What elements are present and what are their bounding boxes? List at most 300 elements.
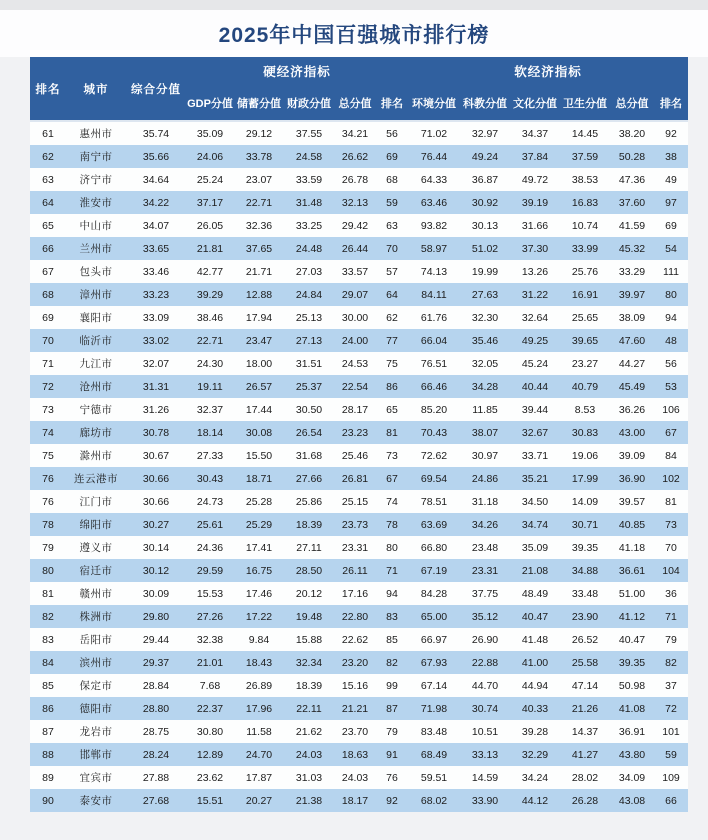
cell-culture-score: 32.64	[521, 311, 549, 324]
cell-rank: 86	[42, 702, 54, 715]
cell-health-score: 14.09	[571, 495, 599, 508]
cell-soft-total-score: 37.60	[618, 196, 646, 209]
cell-city: 廊坊市	[79, 427, 113, 439]
cell-soft-rank: 80	[665, 288, 677, 301]
cell-fiscal-score: 31.48	[295, 196, 323, 209]
cell-hard-total-score: 29.42	[341, 219, 369, 232]
cell-soft-total-score: 40.47	[618, 633, 646, 646]
cell-city: 临沂市	[79, 335, 113, 347]
cell-health-score: 16.91	[571, 288, 599, 301]
cell-sci-edu-score: 44.70	[471, 679, 499, 692]
table-row	[30, 121, 688, 145]
cell-culture-score: 32.67	[521, 426, 549, 439]
cell-hard-total-score: 22.54	[341, 380, 369, 393]
cell-rank: 65	[42, 219, 54, 232]
cell-fiscal-score: 20.12	[295, 587, 323, 600]
cell-sci-edu-score: 35.12	[471, 610, 499, 623]
cell-fiscal-score: 27.11	[296, 541, 322, 554]
cell-env-score: 78.51	[420, 495, 448, 508]
cell-soft-total-score: 47.36	[618, 173, 646, 186]
table-row	[30, 191, 688, 214]
cell-health-score: 25.58	[571, 656, 599, 669]
cell-culture-score: 31.66	[521, 219, 549, 232]
cell-culture-score: 49.25	[521, 334, 549, 347]
cell-env-score: 69.54	[420, 472, 448, 485]
cell-env-score: 59.51	[420, 771, 448, 784]
cell-hard-rank: 74	[386, 495, 398, 508]
cell-gdp-score: 38.46	[196, 311, 224, 324]
cell-rank: 67	[42, 265, 54, 278]
cell-hard-rank: 94	[386, 587, 398, 600]
cell-rank: 71	[42, 357, 54, 370]
header-hard-total-score: 总分值	[334, 85, 376, 121]
cell-soft-rank: 36	[665, 587, 677, 600]
cell-health-score: 23.90	[571, 610, 599, 623]
cell-hard-rank: 92	[386, 794, 398, 807]
table-row	[30, 490, 688, 513]
cell-rank: 79	[42, 541, 54, 554]
cell-city: 赣州市	[79, 588, 113, 600]
cell-fiscal-score: 31.03	[295, 771, 323, 784]
cell-env-score: 85.20	[420, 403, 448, 416]
table-row	[30, 168, 688, 191]
cell-fiscal-score: 25.37	[295, 380, 323, 393]
cell-gdp-score: 27.33	[196, 449, 224, 462]
cell-hard-total-score: 24.00	[341, 334, 369, 347]
cell-hard-rank: 62	[386, 311, 398, 324]
cell-city: 龙岩市	[79, 726, 113, 738]
cell-gdp-score: 37.17	[196, 196, 224, 209]
cell-soft-rank: 104	[662, 564, 680, 577]
header-city: 城市	[66, 57, 126, 121]
cell-env-score: 70.43	[420, 426, 448, 439]
cell-gdp-score: 26.05	[196, 219, 224, 232]
cell-env-score: 67.14	[420, 679, 448, 692]
cell-hard-total-score: 26.62	[341, 150, 369, 163]
cell-composite-score: 30.09	[142, 587, 170, 600]
cell-gdp-score: 30.80	[196, 725, 224, 738]
cell-env-score: 66.46	[420, 380, 448, 393]
cell-composite-score: 28.24	[142, 748, 170, 761]
cell-sci-edu-score: 32.05	[471, 357, 499, 370]
cell-soft-total-score: 47.60	[618, 334, 646, 347]
cell-composite-score: 35.66	[142, 150, 170, 163]
cell-env-score: 71.02	[420, 127, 448, 140]
cell-savings-score: 23.47	[245, 334, 273, 347]
cell-fiscal-score: 24.48	[295, 242, 323, 255]
cell-env-score: 71.98	[420, 702, 448, 715]
cell-hard-total-score: 30.00	[341, 311, 369, 324]
cell-sci-edu-score: 14.59	[471, 771, 499, 784]
cell-soft-total-score: 41.59	[618, 219, 646, 232]
cell-fiscal-score: 24.84	[295, 288, 323, 301]
cell-health-score: 30.83	[571, 426, 599, 439]
cell-composite-score: 33.46	[142, 265, 170, 278]
cell-savings-score: 20.27	[245, 794, 273, 807]
cell-gdp-score: 27.26	[196, 610, 224, 623]
cell-hard-rank: 76	[386, 771, 398, 784]
cell-culture-score: 37.30	[521, 242, 549, 255]
cell-env-score: 65.00	[420, 610, 448, 623]
cell-fiscal-score: 27.13	[295, 334, 323, 347]
table-row	[30, 743, 688, 766]
cell-env-score: 67.93	[420, 656, 448, 669]
cell-gdp-score: 35.09	[196, 127, 224, 140]
cell-hard-total-score: 26.44	[341, 242, 369, 255]
cell-fiscal-score: 25.86	[295, 495, 323, 508]
cell-sci-edu-score: 27.63	[471, 288, 499, 301]
cell-env-score: 58.97	[420, 242, 448, 255]
cell-env-score: 66.04	[420, 334, 448, 347]
cell-soft-total-score: 41.08	[618, 702, 646, 715]
cell-sci-edu-score: 30.13	[471, 219, 499, 232]
cell-soft-total-score: 41.18	[618, 541, 646, 554]
cell-savings-score: 25.28	[245, 495, 273, 508]
cell-health-score: 16.83	[571, 196, 599, 209]
cell-hard-rank: 79	[386, 725, 398, 738]
cell-savings-score: 37.65	[245, 242, 273, 255]
cell-composite-score: 33.02	[142, 334, 170, 347]
cell-hard-rank: 83	[386, 610, 398, 623]
cell-hard-total-score: 18.17	[341, 794, 369, 807]
cell-sci-edu-score: 10.51	[471, 725, 499, 738]
cell-city: 保定市	[79, 680, 113, 692]
cell-hard-rank: 77	[386, 334, 398, 347]
cell-culture-score: 41.00	[521, 656, 549, 669]
cell-health-score: 37.59	[571, 150, 599, 163]
cell-savings-score: 18.43	[245, 656, 273, 669]
cell-fiscal-score: 24.03	[295, 748, 323, 761]
cell-soft-rank: 48	[665, 334, 677, 347]
cell-env-score: 68.02	[420, 794, 448, 807]
cell-gdp-score: 18.14	[196, 426, 224, 439]
cell-rank: 81	[42, 587, 54, 600]
cell-hard-rank: 64	[386, 288, 398, 301]
cell-env-score: 76.44	[420, 150, 448, 163]
cell-hard-rank: 59	[386, 196, 398, 209]
cell-fiscal-score: 33.25	[295, 219, 323, 232]
cell-culture-score: 39.28	[521, 725, 549, 738]
cell-soft-rank: 81	[665, 495, 677, 508]
cell-rank: 73	[42, 403, 54, 416]
cell-savings-score: 24.70	[245, 748, 273, 761]
cell-health-score: 23.27	[571, 357, 599, 370]
cell-soft-total-score: 43.80	[618, 748, 646, 761]
cell-sci-edu-score: 37.75	[471, 587, 499, 600]
cell-city: 连云港市	[74, 473, 118, 485]
cell-gdp-score: 32.37	[196, 403, 224, 416]
cell-hard-total-score: 24.03	[341, 771, 369, 784]
cell-savings-score: 17.87	[245, 771, 273, 784]
cell-rank: 90	[42, 794, 54, 807]
cell-sci-edu-score: 34.26	[471, 518, 499, 531]
cell-hard-rank: 81	[386, 426, 398, 439]
cell-culture-score: 48.49	[521, 587, 549, 600]
cell-city: 岳阳市	[79, 634, 113, 646]
table-row	[30, 398, 688, 421]
cell-composite-score: 28.84	[142, 679, 170, 692]
cell-sci-edu-score: 22.88	[471, 656, 499, 669]
cell-rank: 70	[42, 334, 54, 347]
cell-savings-score: 18.00	[245, 357, 273, 370]
cell-hard-rank: 86	[386, 380, 398, 393]
cell-fiscal-score: 18.39	[295, 518, 323, 531]
cell-soft-rank: 94	[665, 311, 677, 324]
cell-savings-score: 17.44	[245, 403, 273, 416]
cell-soft-total-score: 43.00	[618, 426, 646, 439]
cell-soft-total-score: 38.20	[618, 127, 646, 140]
cell-soft-total-score: 40.85	[618, 518, 646, 531]
cell-savings-score: 18.71	[245, 472, 273, 485]
cell-fiscal-score: 22.11	[296, 702, 322, 715]
cell-soft-total-score: 44.27	[618, 357, 646, 370]
cell-hard-total-score: 17.16	[341, 587, 369, 600]
table-row	[30, 421, 688, 444]
cell-rank: 82	[42, 610, 54, 623]
table-body	[30, 121, 688, 812]
header-composite-score: 综合分值	[126, 57, 186, 121]
cell-city: 沧州市	[79, 381, 113, 393]
cell-fiscal-score: 27.03	[295, 265, 323, 278]
cell-savings-score: 23.07	[245, 173, 273, 186]
cell-fiscal-score: 19.48	[295, 610, 323, 623]
table-row	[30, 697, 688, 720]
header-hard-rank: 排名	[376, 85, 408, 121]
cell-hard-total-score: 21.21	[341, 702, 369, 715]
cell-savings-score: 15.50	[245, 449, 273, 462]
cell-city: 中山市	[79, 220, 113, 232]
cell-culture-score: 34.50	[521, 495, 549, 508]
cell-fiscal-score: 27.66	[295, 472, 323, 485]
table-row	[30, 237, 688, 260]
cell-env-score: 66.80	[420, 541, 448, 554]
cell-health-score: 34.88	[571, 564, 599, 577]
cell-hard-rank: 70	[386, 242, 398, 255]
cell-health-score: 25.65	[571, 311, 599, 324]
cell-hard-total-score: 23.20	[341, 656, 369, 669]
cell-sci-edu-score: 35.46	[471, 334, 499, 347]
cell-health-score: 26.28	[571, 794, 599, 807]
cell-gdp-score: 21.81	[196, 242, 224, 255]
cell-hard-rank: 67	[386, 472, 398, 485]
cell-hard-rank: 99	[386, 679, 398, 692]
cell-soft-total-score: 39.97	[618, 288, 646, 301]
cell-fiscal-score: 31.51	[295, 357, 323, 370]
cell-hard-rank: 82	[386, 656, 398, 669]
cell-rank: 78	[42, 518, 54, 531]
cell-hard-total-score: 25.46	[341, 449, 369, 462]
cell-env-score: 63.69	[420, 518, 448, 531]
cell-rank: 72	[42, 380, 54, 393]
cell-soft-rank: 69	[665, 219, 677, 232]
cell-gdp-score: 15.53	[196, 587, 224, 600]
cell-fiscal-score: 33.59	[295, 173, 323, 186]
cell-health-score: 25.76	[571, 265, 599, 278]
cell-health-score: 38.53	[571, 173, 599, 186]
table-row	[30, 582, 688, 605]
cell-env-score: 74.13	[420, 265, 448, 278]
table-row	[30, 651, 688, 674]
cell-city: 江门市	[79, 496, 113, 508]
cell-city: 滨州市	[79, 657, 113, 669]
cell-soft-total-score: 41.12	[618, 610, 646, 623]
cell-composite-score: 31.31	[142, 380, 170, 393]
cell-health-score: 14.45	[571, 127, 599, 140]
cell-city: 绵阳市	[79, 519, 113, 531]
cell-rank: 88	[42, 748, 54, 761]
cell-city: 滁州市	[79, 450, 113, 462]
cell-hard-rank: 87	[386, 702, 398, 715]
cell-savings-score: 17.96	[245, 702, 273, 715]
cell-soft-rank: 71	[665, 610, 677, 623]
cell-culture-score: 33.71	[521, 449, 549, 462]
cell-health-score: 8.53	[574, 403, 596, 416]
cell-soft-total-score: 34.09	[618, 771, 646, 784]
table-row	[30, 467, 688, 490]
cell-composite-score: 31.26	[142, 403, 170, 416]
cell-hard-total-score: 34.21	[341, 127, 369, 140]
cell-env-score: 93.82	[420, 219, 448, 232]
cell-soft-rank: 84	[665, 449, 677, 462]
cell-health-score: 10.74	[571, 219, 599, 232]
cell-hard-total-score: 32.13	[341, 196, 369, 209]
header-gdp-score: GDP分值	[186, 85, 234, 121]
cell-soft-rank: 54	[665, 242, 677, 255]
cell-culture-score: 35.21	[521, 472, 549, 485]
cell-culture-score: 40.44	[521, 380, 549, 393]
cell-fiscal-score: 21.62	[295, 725, 323, 738]
cell-soft-total-score: 36.91	[618, 725, 646, 738]
cell-gdp-score: 23.62	[196, 771, 224, 784]
cell-city: 宜宾市	[79, 772, 113, 784]
cell-soft-rank: 70	[665, 541, 677, 554]
cell-hard-rank: 57	[386, 265, 398, 278]
cell-savings-score: 17.46	[245, 587, 273, 600]
cell-hard-total-score: 23.70	[341, 725, 369, 738]
cell-culture-score: 39.19	[521, 196, 549, 209]
cell-savings-score: 17.22	[245, 610, 273, 623]
cell-hard-total-score: 22.80	[341, 610, 369, 623]
cell-composite-score: 32.07	[142, 357, 170, 370]
cell-composite-score: 30.12	[142, 564, 170, 577]
cell-hard-total-score: 23.23	[341, 426, 369, 439]
header-env-score: 环境分值	[408, 85, 460, 121]
cell-savings-score: 17.41	[245, 541, 273, 554]
table-row	[30, 145, 688, 168]
cell-city: 济宁市	[79, 174, 113, 186]
cell-sci-edu-score: 33.13	[471, 748, 499, 761]
cell-soft-rank: 73	[665, 518, 677, 531]
cell-hard-rank: 69	[386, 150, 398, 163]
cell-composite-score: 30.66	[142, 495, 170, 508]
cell-culture-score: 44.12	[521, 794, 549, 807]
cell-soft-rank: 111	[663, 265, 679, 278]
cell-savings-score: 11.58	[246, 725, 272, 738]
cell-composite-score: 35.74	[142, 127, 170, 140]
cell-culture-score: 31.22	[521, 288, 549, 301]
table-header	[30, 57, 688, 121]
cell-culture-score: 44.94	[521, 679, 549, 692]
cell-gdp-score: 19.11	[197, 380, 223, 393]
cell-savings-score: 22.71	[245, 196, 273, 209]
cell-city: 德阳市	[79, 703, 113, 715]
cell-gdp-score: 21.01	[196, 656, 224, 669]
cell-env-score: 61.76	[420, 311, 448, 324]
cell-sci-edu-score: 32.30	[471, 311, 499, 324]
cell-city: 九江市	[79, 358, 113, 370]
cell-gdp-score: 29.59	[196, 564, 224, 577]
cell-soft-rank: 102	[662, 472, 680, 485]
cell-culture-score: 34.24	[521, 771, 549, 784]
cell-health-score: 26.52	[571, 633, 599, 646]
cell-savings-score: 12.88	[245, 288, 273, 301]
cell-hard-rank: 78	[386, 518, 398, 531]
cell-culture-score: 32.29	[521, 748, 549, 761]
cell-health-score: 41.27	[571, 748, 599, 761]
cell-city: 宁德市	[79, 404, 113, 416]
cell-fiscal-score: 30.50	[295, 403, 323, 416]
cell-hard-total-score: 26.11	[342, 564, 368, 577]
ranking-table	[30, 57, 688, 812]
cell-gdp-score: 22.37	[196, 702, 224, 715]
cell-env-score: 84.11	[421, 288, 447, 301]
cell-rank: 89	[42, 771, 54, 784]
cell-sci-edu-score: 26.90	[471, 633, 499, 646]
cell-soft-rank: 82	[665, 656, 677, 669]
cell-rank: 85	[42, 679, 54, 692]
cell-soft-rank: 38	[665, 150, 677, 163]
cell-rank: 75	[42, 449, 54, 462]
cell-composite-score: 28.80	[142, 702, 170, 715]
cell-culture-score: 13.26	[521, 265, 549, 278]
cell-rank: 84	[42, 656, 54, 669]
cell-hard-total-score: 26.78	[341, 173, 369, 186]
cell-culture-score: 35.09	[521, 541, 549, 554]
table-row	[30, 444, 688, 467]
cell-culture-score: 21.08	[521, 564, 549, 577]
cell-culture-score: 40.47	[521, 610, 549, 623]
header-fiscal-score: 财政分值	[284, 85, 334, 121]
cell-savings-score: 16.75	[245, 564, 273, 577]
cell-city: 宿迁市	[79, 565, 113, 577]
table-row	[30, 559, 688, 582]
page-title: 2025年中国百强城市排行榜	[218, 23, 490, 47]
cell-fiscal-score: 28.50	[295, 564, 323, 577]
cell-env-score: 72.62	[420, 449, 448, 462]
cell-city: 遵义市	[79, 542, 113, 554]
cell-hard-rank: 56	[386, 127, 398, 140]
cell-culture-score: 41.48	[521, 633, 549, 646]
cell-hard-total-score: 22.62	[341, 633, 369, 646]
cell-composite-score: 30.27	[142, 518, 170, 531]
cell-hard-rank: 73	[386, 449, 398, 462]
cell-hard-total-score: 23.73	[341, 518, 369, 531]
cell-health-score: 21.26	[571, 702, 599, 715]
cell-soft-total-score: 43.08	[618, 794, 646, 807]
cell-gdp-score: 24.06	[196, 150, 224, 163]
cell-soft-rank: 53	[665, 380, 677, 393]
header-savings-score: 储蓄分值	[234, 85, 284, 121]
cell-gdp-score: 25.24	[196, 173, 224, 186]
cell-sci-edu-score: 30.97	[471, 449, 499, 462]
table-row	[30, 260, 688, 283]
cell-fiscal-score: 37.55	[295, 127, 323, 140]
cell-hard-total-score: 18.63	[341, 748, 369, 761]
cell-sci-edu-score: 32.97	[471, 127, 499, 140]
cell-savings-score: 29.12	[245, 127, 273, 140]
cell-env-score: 66.97	[420, 633, 448, 646]
cell-soft-rank: 72	[665, 702, 677, 715]
